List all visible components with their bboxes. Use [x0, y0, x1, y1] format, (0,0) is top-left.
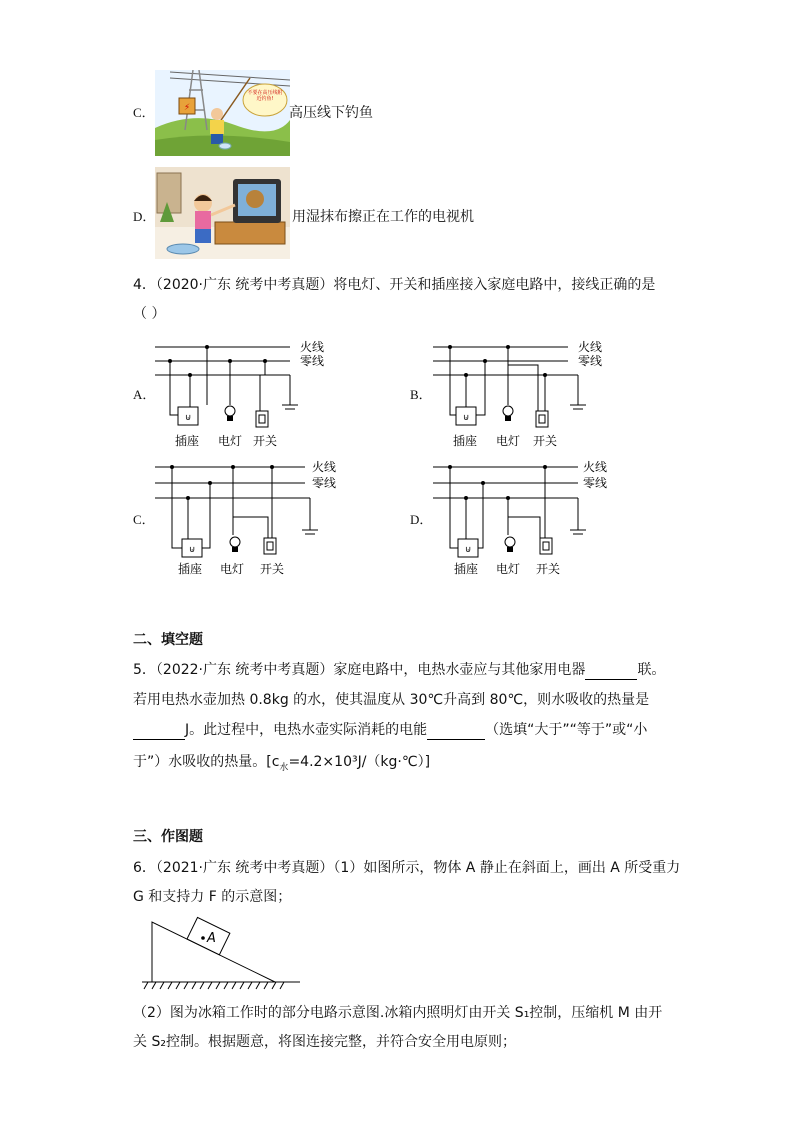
q4-answer-paren: （ ） [133, 306, 166, 322]
svg-text:⊍: ⊍ [464, 545, 472, 555]
circuit-d-letter: D． [410, 512, 433, 527]
circuit-b-lamp-label: 电灯 [496, 434, 521, 448]
circuit-b-switch-label: 开关 [533, 434, 558, 448]
q4-stem: 4．（2020·广东 统考中考真题）将电灯、开关和插座接入家庭电路中，接线正确的是 [133, 277, 656, 293]
option-c-letter: C． [133, 105, 155, 120]
q5-line-4: 于”）水吸收的热量。$[c_水=4.2\times 10^3J/(kg\cdot℃)]$ [133, 754, 431, 773]
warning-bubble-text: 不要在高压线附近钓鱼! [247, 90, 283, 102]
circuit-c-socket-label: 插座 [178, 562, 203, 576]
circuit-b-live-label: 火线 [578, 340, 603, 354]
circuit-c-lamp-label: 电灯 [220, 562, 245, 576]
section-2-title: 二、填空题 [133, 632, 203, 648]
q6-line-1: 6．（2021·广东 统考中考真题）（1）如图所示，物体 A 静止在斜面上，画出 A 所受重力 [133, 860, 681, 876]
circuit-a-switch-label: 开关 [253, 434, 278, 448]
circuit-d-diagram [428, 455, 628, 580]
circuit-d-neutral-label: 零线 [583, 476, 608, 490]
svg-text:⊍: ⊍ [184, 413, 192, 423]
circuit-b-neutral-label: 零线 [578, 354, 603, 368]
circuit-b-socket-label: 插座 [453, 434, 478, 448]
q6-line-3: （2）图为冰箱工作时的部分电路示意图.冰箱内照明灯由开关 S₁控制，压缩机 M 由开 [133, 1005, 663, 1021]
section-3-title: 三、作图题 [133, 829, 203, 845]
circuit-a-neutral-label: 零线 [300, 354, 325, 368]
q5-line-3: J。此过程中，电热水壶实际消耗的电能 （选填“大于”“等于”或“小 [133, 720, 647, 740]
svg-text:⊍: ⊍ [462, 413, 470, 423]
incline-block-diagram [140, 912, 300, 992]
circuit-d-live-label: 火线 [583, 460, 608, 474]
fishing-under-powerline-illustration [155, 70, 290, 156]
circuit-a-diagram [150, 335, 330, 450]
circuit-c-neutral-label: 零线 [312, 476, 337, 490]
option-d-letter: D． [133, 209, 156, 224]
q5-line-1: 5．（2022·广东 统考中考真题）家庭电路中，电热水壶应与其他家用电器 联。 [133, 662, 666, 678]
option-d-text: 用湿抹布擦正在工作的电视机 [292, 209, 474, 225]
circuit-d-lamp-label: 电灯 [496, 562, 521, 576]
wiping-tv-illustration [155, 167, 290, 259]
circuit-b-diagram [428, 335, 608, 450]
circuit-d-socket-label: 插座 [454, 562, 479, 576]
q6-line-2: G 和支持力 F 的示意图； [133, 889, 292, 905]
circuit-a-letter: A． [133, 387, 156, 402]
circuit-a-socket-label: 插座 [175, 434, 200, 448]
block-a-label: A [207, 931, 216, 946]
q5-line-2: 若用电热水壶加热 0.8kg 的水，使其温度从 30℃升高到 80℃，则水吸收的热量是 [133, 692, 650, 708]
q6-line-4: 关 S₂控制。根据题意，将图连接完整，并符合安全用电原则； [133, 1034, 516, 1050]
svg-text:⊍: ⊍ [188, 545, 196, 555]
svg-text:⚡: ⚡ [183, 103, 191, 113]
option-c-text: 高压线下钓鱼 [289, 105, 373, 121]
circuit-a-lamp-label: 电灯 [218, 434, 243, 448]
circuit-a-live-label: 火线 [300, 340, 325, 354]
circuit-c-switch-label: 开关 [260, 562, 285, 576]
circuit-c-letter: C． [133, 512, 155, 527]
circuit-b-letter: B． [410, 387, 432, 402]
circuit-c-diagram [150, 455, 350, 580]
circuit-d-switch-label: 开关 [536, 562, 561, 576]
circuit-c-live-label: 火线 [312, 460, 337, 474]
